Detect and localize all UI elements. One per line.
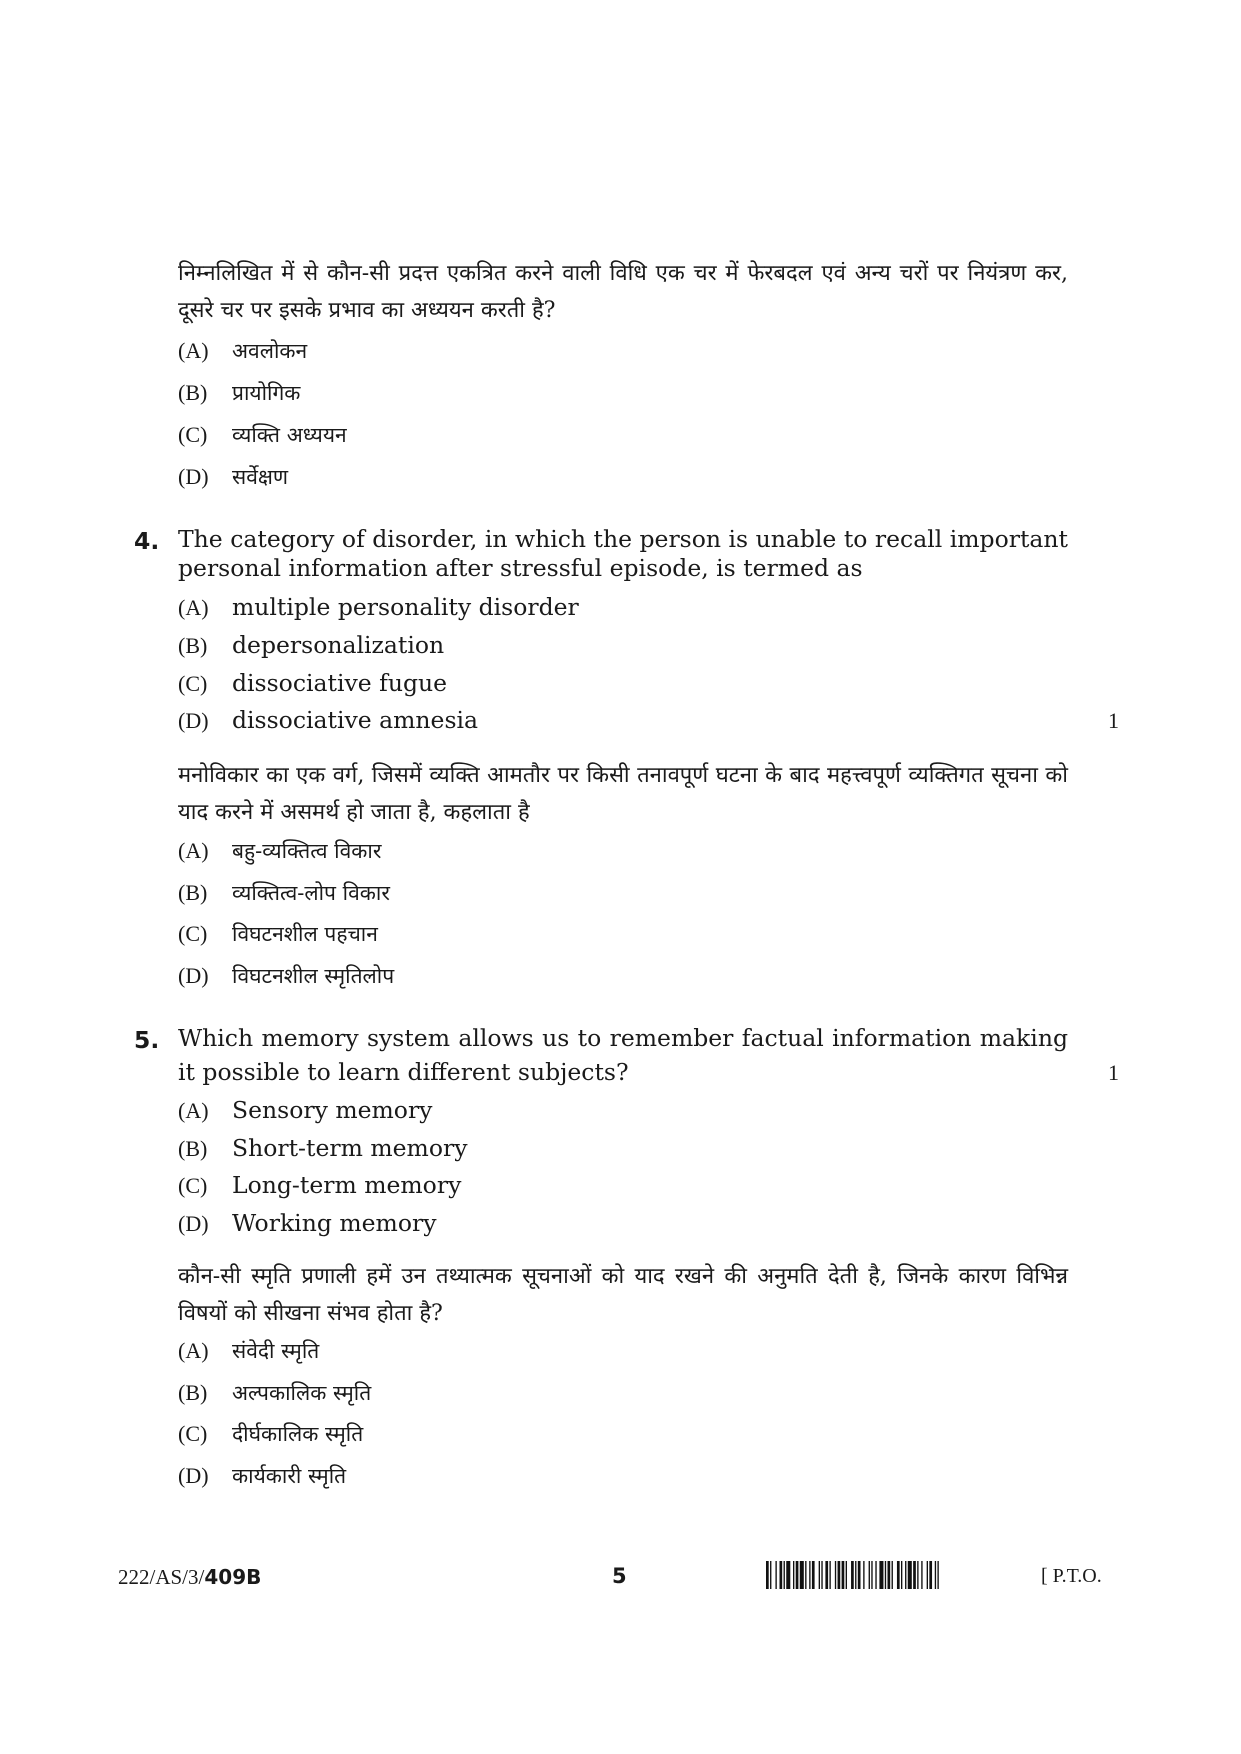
- barcode-bar: [869, 1561, 870, 1589]
- barcode-bar: [784, 1561, 785, 1589]
- barcode-bar: [821, 1561, 822, 1589]
- barcode-bar: [780, 1561, 783, 1589]
- barcode-bar: [897, 1561, 900, 1589]
- q5-option-c: (C) Long-term memory: [178, 1171, 462, 1199]
- barcode-bar: [838, 1561, 841, 1589]
- barcode-bar: [917, 1561, 918, 1589]
- barcode-bar: [825, 1561, 828, 1589]
- barcode-bar: [929, 1561, 932, 1589]
- barcode-bar: [851, 1561, 854, 1589]
- q4-hindi-option-d: (D) विघटनशील स्मृतिलोप: [178, 963, 395, 988]
- barcode-bar: [855, 1561, 856, 1589]
- q4-option-b: (B) depersonalization: [178, 631, 445, 659]
- barcode-bar: [888, 1561, 891, 1589]
- q5-hindi-option-b: (B) अल्पकालिक स्मृति: [178, 1380, 372, 1405]
- barcode-bar: [766, 1561, 769, 1589]
- q5-option-a: (A) Sensory memory: [178, 1096, 433, 1124]
- q3-hindi-option-d: (D) सर्वेक्षण: [178, 464, 289, 489]
- barcode-bar: [842, 1561, 845, 1589]
- barcode-bar: [786, 1561, 790, 1589]
- barcode-bar: [892, 1561, 893, 1589]
- barcode-bar: [793, 1561, 794, 1589]
- q4-marks: 1: [1108, 708, 1119, 733]
- q4-hindi-option-a: (A) बहु-व्यक्तित्व विकार: [178, 838, 382, 863]
- q3-hindi-stem: निम्नलिखित में से कौन-सी प्रदत्त एकत्रित करने वाली विधि एक चर में फेरबदल एवं अन्य चरों पर नियंत्रण कर, दूसरे चर पर इसके प्रभाव का अध्ययन करती है?: [178, 261, 1068, 323]
- q5-option-d: (D) Working memory: [178, 1209, 437, 1237]
- q5-stem: Which memory system allows us to remember factual information making it possible to learn different subjects?: [178, 1024, 1068, 1086]
- barcode-bar: [863, 1561, 864, 1589]
- q4-hindi-stem: मनोविकार का एक वर्ग, जिसमें व्यक्ति आमतौर पर किसी तनावपूर्ण घटना के बाद महत्त्वपूर्ण व्यक्तिगत सूचना को याद करने में असमर्थ हो जाता है, कहलाता है: [178, 763, 1068, 825]
- q4-option-a: (A) multiple personality disorder: [178, 593, 579, 621]
- pto-label: [ P.T.O.: [1041, 1565, 1102, 1587]
- barcode-bar: [770, 1561, 771, 1589]
- barcode-bar: [800, 1561, 804, 1589]
- barcode-bar: [921, 1561, 922, 1589]
- q5-option-b: (B) Short-term memory: [178, 1134, 468, 1162]
- q4-hindi-option-c: (C) विघटनशील पहचान: [178, 921, 378, 946]
- q4-number: 4.: [134, 527, 160, 555]
- barcode-bar: [796, 1561, 799, 1589]
- q4-option-c: (C) dissociative fugue: [178, 669, 448, 697]
- barcode-bar: [871, 1561, 872, 1589]
- q4-option-d: (D) dissociative amnesia: [178, 706, 479, 734]
- q5-hindi-option-a: (A) संवेदी स्मृति: [178, 1338, 320, 1363]
- barcode-bar: [819, 1561, 820, 1589]
- page-number: 5: [612, 1564, 627, 1588]
- barcode-bar: [875, 1561, 876, 1589]
- q5-hindi-stem: कौन-सी स्मृति प्रणाली हमें उन तथ्यात्मक सूचनाओं को याद रखने की अनुमति देती है, जिनके कारण विभिन्न विषयों को सीखना संभव होता है?: [178, 1264, 1068, 1326]
- q3-hindi-option-a: (A) अवलोकन: [178, 338, 308, 363]
- barcode-bar: [905, 1561, 906, 1589]
- barcode-bar: [901, 1561, 902, 1589]
- paper-code: 222/AS/3/409B: [118, 1565, 262, 1589]
- barcode-bar: [937, 1561, 938, 1589]
- barcode-bar: [775, 1561, 776, 1589]
- q4-stem: The category of disorder, in which the person is unable to recall important personal information after stressful episode, is termed as: [178, 525, 1068, 582]
- barcode-bar: [805, 1561, 806, 1589]
- barcode-bar: [846, 1561, 847, 1589]
- barcode-bar: [913, 1561, 916, 1589]
- barcode-bar: [927, 1561, 928, 1589]
- q5-number: 5.: [134, 1026, 160, 1054]
- barcode-bar: [885, 1561, 886, 1589]
- q3-hindi-option-b: (B) प्रायोगिक: [178, 380, 301, 405]
- barcode-bar: [812, 1561, 815, 1589]
- barcode-bar: [829, 1561, 830, 1589]
- barcode-bar: [835, 1561, 836, 1589]
- barcode-icon: [766, 1561, 1028, 1589]
- barcode-bar: [908, 1561, 912, 1589]
- barcode-bar: [935, 1561, 936, 1589]
- q4-hindi-option-b: (B) व्यक्तित्व-लोप विकार: [178, 880, 390, 905]
- q5-hindi-option-c: (C) दीर्घकालिक स्मृति: [178, 1421, 364, 1446]
- q5-marks: 1: [1108, 1060, 1119, 1085]
- q3-hindi-option-c: (C) व्यक्ति अध्ययन: [178, 422, 347, 447]
- barcode-bar: [858, 1561, 861, 1589]
- barcode-bar: [879, 1561, 883, 1589]
- q5-hindi-option-d: (D) कार्यकारी स्मृति: [178, 1463, 347, 1488]
- barcode-bar: [809, 1561, 810, 1589]
